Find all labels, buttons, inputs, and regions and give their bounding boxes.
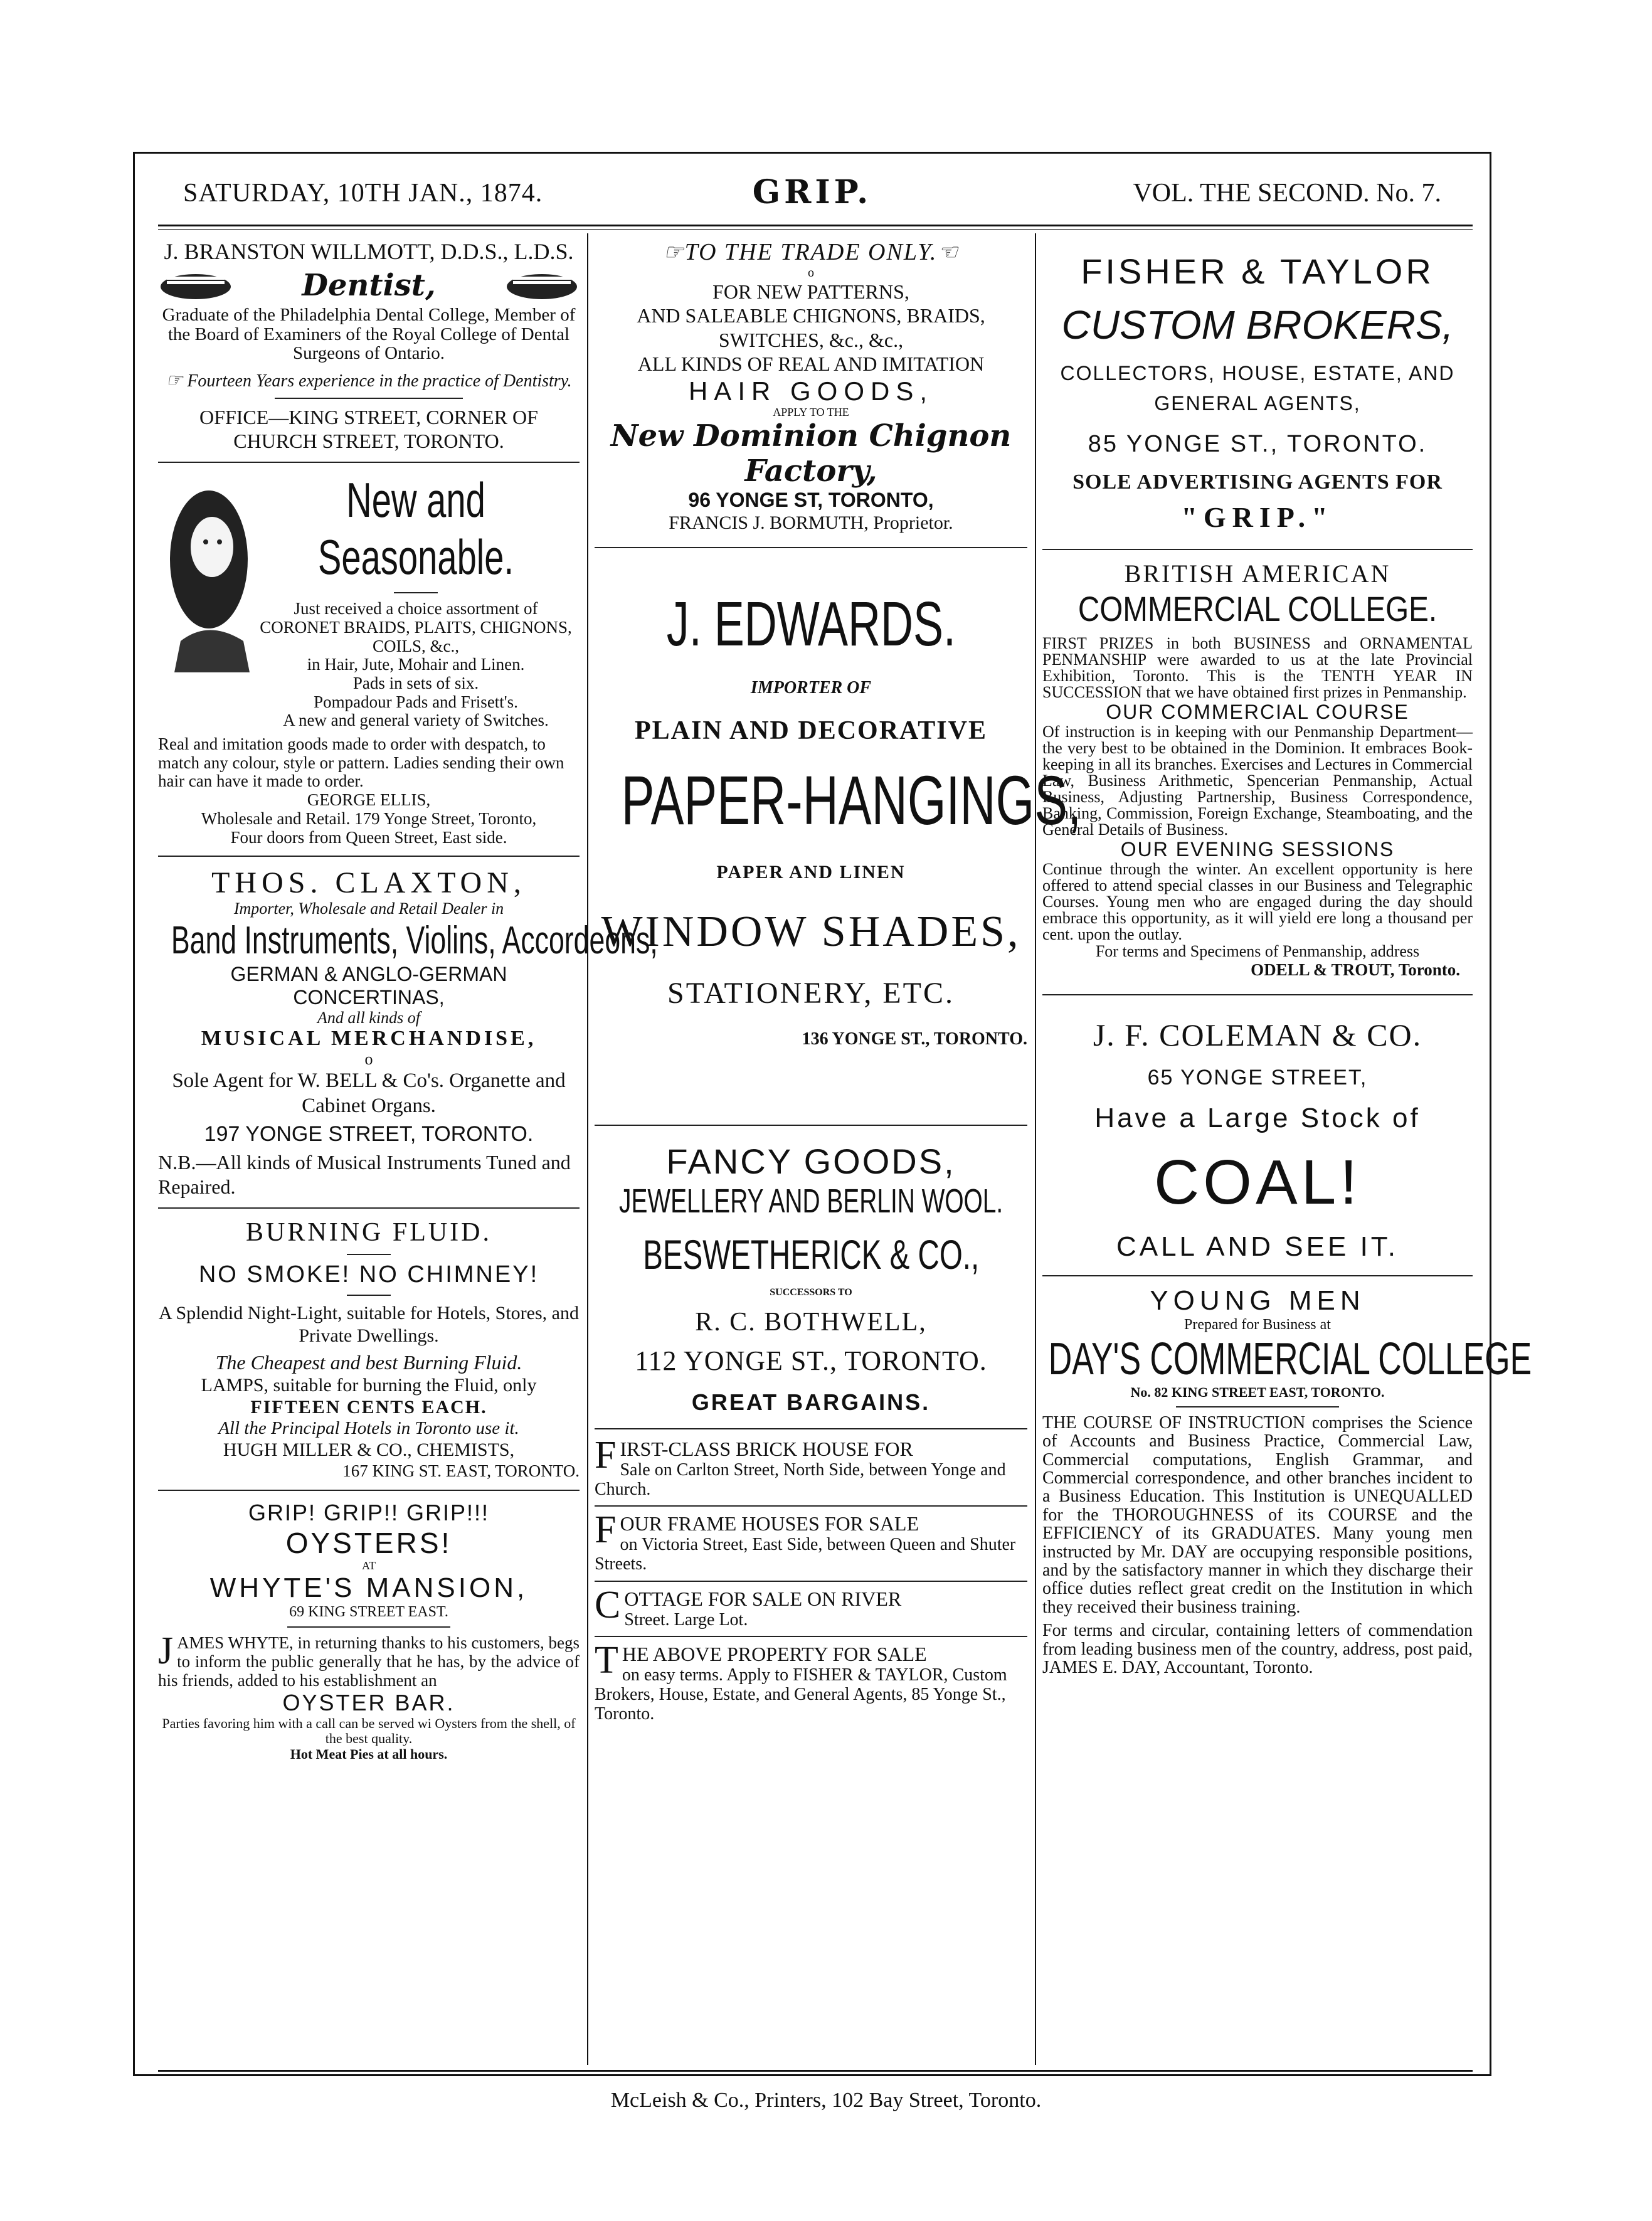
dentist-credentials: Graduate of the Philadelphia Dental College, Member of the Board of Examiners of the Royal College of Dental Surgeons of Ontario. — [162, 305, 576, 364]
ellis-pompadour: Pompadour Pads and Frisett's. — [314, 692, 518, 711]
claxton-address: 197 YONGE STREET, TORONTO. — [204, 1122, 534, 1147]
fluid-title: BURNING FLUID. — [246, 1217, 492, 1247]
fluid-lamps: LAMPS, suitable for burning the Fluid, only — [201, 1374, 537, 1396]
days-address: No. 82 KING STREET EAST, TORONTO. — [1130, 1384, 1385, 1400]
ad-edwards — [595, 557, 1082, 1049]
ad-trade — [595, 238, 1027, 534]
column-right — [1042, 238, 1532, 2060]
oysters-served: Parties favoring him with a call can be served wi Oysters from the shell, of the best quality. — [162, 1715, 576, 1747]
college-evening-heading: OUR EVENING SESSIONS — [1120, 838, 1395, 861]
college-british: BRITISH AMERICAN — [1124, 559, 1391, 588]
ad-fancy-goods — [595, 1135, 1027, 1416]
oysters-grip: GRIP! GRIP!! GRIP!!! — [248, 1499, 490, 1525]
trade-factory: New Dominion Chignon Factory, — [610, 418, 1012, 489]
fluid-chemists: HUGH MILLER & CO., CHEMISTS, — [223, 1439, 515, 1460]
denture-icon — [504, 268, 580, 303]
ad-claxton — [158, 866, 658, 1199]
fisher-grip: "GRIP." — [1181, 501, 1334, 533]
fisher-brokers: CUSTOM BROKERS, — [1061, 302, 1454, 347]
coleman-name: J. F. COLEMAN & CO. — [1093, 1017, 1422, 1053]
trade-patterns: FOR NEW PATTERNS, — [712, 280, 909, 303]
property-listings — [595, 1433, 1027, 1724]
coleman-stock: Have a Large Stock of — [1094, 1103, 1421, 1134]
days-prepared: Prepared for Business at — [1184, 1317, 1331, 1333]
dentist-name: J. BRANSTON WILLMOTT, D.D.S., L.D.S. — [164, 239, 574, 264]
fluid-price: FIFTEEN CENTS EACH. — [250, 1396, 487, 1418]
edwards-paper: PAPER-HANGINGS, — [621, 762, 1082, 840]
dentist-title: Dentist, — [302, 268, 436, 304]
college-terms: For terms and Specimens of Penmanship, address — [1095, 942, 1420, 960]
claxton-role: Importer, Wholesale and Retail Dealer in — [233, 899, 504, 918]
oysters-bar: OYSTER BAR. — [282, 1690, 455, 1716]
oysters-address: 69 KING STREET EAST. — [289, 1603, 448, 1620]
claxton-agent: Sole Agent for W. BELL & Co's. Organette and Cabinet Organs. — [172, 1069, 566, 1117]
claxton-name: THOS. CLAXTON, — [211, 866, 526, 900]
ellis-order-note: Real and imitation goods made to order with despatch, to match any colour, style or pattern. Ladies sending their own hair can have it made to order. — [158, 734, 564, 791]
ellis-materials: in Hair, Jute, Mohair and Linen. — [307, 655, 525, 674]
printer-footer: McLeish & Co., Printers, 102 Bay Street, Toronto. — [610, 2089, 1042, 2112]
fancy-jewellery: JEWELLERY AND BERLIN WOOL. — [619, 1182, 1003, 1221]
claxton-mark: o — [364, 1050, 373, 1069]
trade-apply: APPLY TO THE — [773, 405, 849, 418]
issue-date: SATURDAY, 10TH JAN., 1874. — [183, 179, 543, 208]
edwards-name: J. EDWARDS. — [666, 589, 956, 660]
masthead-title: GRIP. — [752, 173, 872, 211]
edwards-plain: PLAIN AND DECORATIVE — [635, 716, 987, 746]
fancy-predecessor: R. C. BOTHWELL, — [695, 1307, 927, 1337]
ad-coleman — [1042, 1004, 1473, 1263]
claxton-instruments: Band Instruments, Violins, Accordeons, — [171, 918, 658, 962]
oysters-body: AMES WHYTE, in returning thanks to his customers, begs to inform the public generally that he has, by the advice of his friends, added to his establishment an — [158, 1633, 580, 1690]
fisher-name: FISHER & TAYLOR — [1081, 252, 1434, 291]
denture-icon — [158, 268, 233, 303]
property-lot: COTTAGE FOR SALE ON RIVER Street. Large Lot. — [595, 1583, 902, 1630]
claxton-concertinas: GERMAN & ANGLO-GERMAN CONCERTINAS, — [230, 962, 507, 1009]
fancy-title: FANCY GOODS, — [666, 1142, 956, 1182]
days-terms: For terms and circular, containing letters of commendation from leading business men of the country, address, post paid, JAMES E. DAY, Accountant, Toronto. — [1042, 1621, 1473, 1677]
ellis-intro: Just received a choice assortment of — [294, 599, 538, 618]
coleman-call: CALL AND SEE IT. — [1116, 1231, 1399, 1263]
volume-number: VOL. THE SECOND. No. 7. — [1133, 179, 1441, 208]
ad-british-american-college — [1042, 559, 1473, 979]
ellis-address-note: Four doors from Queen Street, East side. — [230, 827, 507, 847]
oysters-at: AT — [362, 1559, 376, 1572]
trade-hair-goods: HAIR GOODS, — [688, 376, 934, 406]
days-course: THE COURSE OF INSTRUCTION comprises the Science of Accounts and Business Practice, Commercial Law, Commercial computations, English Grammar, and Commercial correspondence, and other branches incident to a Business Education. This Institution is UNEQUALLED for the THOROUGHNESS of its COURSE and the EFFICIENCY of its GRADUATES. Many young men instructed by Mr. DAY are occupying responsible positions, and by the satisfactory manner in which they discharge their office duties reflect great credit on the Institution in which they received their business training. — [1042, 1413, 1473, 1617]
property-lot: THE ABOVE PROPERTY FOR SALE on easy terms. Apply to FISHER & TAYLOR, Custom Brokers, House, Estate, and General Agents, 85 Yonge St., Toronto. — [595, 1639, 1007, 1724]
ellis-items: CORONET BRAIDS, PLAITS, CHIGNONS, COILS, &c., — [260, 617, 572, 655]
column-left — [158, 238, 658, 2060]
college-address: ODELL & TROUT, Toronto. — [1251, 960, 1460, 979]
column-divider — [587, 233, 588, 2065]
ad-days-college — [1042, 1285, 1532, 1677]
fluid-hotels: All the Principal Hotels in Toronto use it. — [218, 1418, 519, 1438]
ellis-pads: Pads in sets of six. — [352, 674, 479, 693]
ellis-variety: A new and general variety of Switches. — [283, 711, 549, 730]
fluid-light: A Splendid Night-Light, suitable for Hotels, Stores, and Private Dwellings. — [159, 1302, 579, 1346]
ad-fisher-taylor — [1042, 238, 1473, 534]
edwards-importer: IMPORTER OF — [750, 678, 872, 698]
fancy-successors: SUCCESSORS TO — [770, 1287, 852, 1298]
ad-willmott — [158, 238, 580, 453]
claxton-kinds: And all kinds of — [317, 1008, 420, 1027]
trade-chignons: AND SALEABLE CHIGNONS, BRAIDS, — [637, 304, 985, 327]
ad-oysters — [158, 1500, 580, 1762]
ellis-heading: New and Seasonable. — [317, 472, 514, 585]
fluid-address: 167 KING ST. EAST, TORONTO. — [342, 1461, 580, 1480]
fisher-address: 85 YONGE ST., TORONTO. — [1088, 431, 1427, 457]
masthead-bar — [139, 171, 1485, 221]
pointing-hand-icon: ☜ — [937, 240, 959, 265]
fancy-address: 112 YONGE ST., TORONTO. — [635, 1345, 987, 1376]
edwards-address: 136 YONGE ST., TORONTO. — [802, 1029, 1027, 1049]
property-lot: FIRST-CLASS BRICK HOUSE FOR Sale on Carlton Street, North Side, between Yonge and Church. — [595, 1433, 1006, 1499]
dentist-experience: Fourteen Years experience in the practice of Dentistry. — [187, 371, 572, 391]
trade-kinds: ALL KINDS OF REAL AND IMITATION — [637, 352, 985, 376]
fisher-sole-agents: SOLE ADVERTISING AGENTS FOR — [1072, 470, 1443, 494]
oysters-title: OYSTERS! — [285, 1526, 452, 1559]
fisher-agents: COLLECTORS, HOUSE, ESTATE, AND GENERAL AGENTS, — [1060, 362, 1455, 415]
ad-burning-fluid — [158, 1217, 580, 1481]
footer-rule — [158, 2070, 1473, 2072]
dentist-office: OFFICE—KING STREET, CORNER OF CHURCH STREET, TORONTO. — [199, 405, 538, 452]
coleman-coal: COAL! — [1153, 1147, 1362, 1218]
woman-portrait — [162, 484, 256, 672]
ellis-address: Wholesale and Retail. 179 Yonge Street, Toronto, — [201, 808, 537, 828]
ad-ellis — [158, 472, 580, 847]
edwards-stationery: STATIONERY, ETC. — [667, 977, 955, 1010]
oysters-dropcap: J — [158, 1630, 174, 1673]
pointing-hand-icon: ☞ — [166, 369, 183, 391]
fancy-bargains: GREAT BARGAINS. — [691, 1389, 931, 1415]
oysters-mansion: WHYTE'S MANSION, — [209, 1572, 528, 1603]
college-name: COMMERCIAL COLLEGE. — [1078, 589, 1438, 628]
college-evening: Continue through the winter. An excellent opportunity is here offered to attend special classes in our Business and Telegraphic Courses. Young men who are engaged during the day should embrace this opportunity, as it will yield ere long a thousand per cent. upon the outlay. — [1042, 860, 1473, 943]
college-course-heading: OUR COMMERCIAL COURSE — [1106, 701, 1409, 723]
fluid-smoke: NO SMOKE! NO CHIMNEY! — [198, 1261, 539, 1288]
fancy-firm: BESWETHERICK & CO., — [643, 1231, 979, 1278]
coleman-address: 65 YONGE STREET, — [1147, 1066, 1368, 1090]
header-rule — [158, 225, 1473, 230]
trade-heading: TO THE TRADE ONLY. — [684, 239, 938, 265]
edwards-shades: WINDOW SHADES, — [601, 908, 1021, 957]
days-young-men: YOUNG MEN — [1150, 1285, 1365, 1317]
column-divider — [1035, 233, 1036, 2065]
property-lot: FOUR FRAME HOUSES FOR SALE on Victoria Street, East Side, between Queen and Shuter Streets. — [595, 1508, 1016, 1574]
column-center — [595, 238, 1082, 2060]
claxton-merchandise: MUSICAL MERCHANDISE, — [201, 1027, 537, 1051]
ellis-proprietor: GEORGE ELLIS, — [307, 790, 431, 810]
edwards-linen: PAPER AND LINEN — [716, 862, 906, 883]
fluid-cheapest: The Cheapest and best Burning Fluid. — [215, 1350, 522, 1374]
claxton-nb: N.B.—All kinds of Musical Instruments Tuned and Repaired. — [158, 1151, 571, 1198]
pointing-hand-icon: ☞ — [663, 240, 685, 265]
trade-switches: SWITCHES, &c., &c., — [718, 328, 904, 351]
trade-address: 96 YONGE ST, TORONTO, — [688, 489, 934, 512]
trade-mark: o — [808, 266, 814, 280]
college-course: Of instruction is in keeping with our Penmanship Department—the very best to be obtained in the Dominion. It embraces Book-keeping in all its branches. Exercises and Lectures in Commercial Law, Business Arithmetic, Spencerian Penmanship, Actual Business, Adjusting Partnership, Business Correspondence, Banking, Commission, Foreign Exchange, Steamboating, and the General Details of Business. — [1042, 723, 1473, 839]
days-college-name: DAY'S COMMERCIAL COLLEGE — [1048, 1333, 1532, 1384]
oysters-pies: Hot Meat Pies at all hours. — [290, 1746, 448, 1762]
college-prizes: FIRST PRIZES in both BUSINESS and ORNAMENTAL PENMANSHIP were awarded to us at the late Provincial Exhibition, Toronto. This is the TENTH YEAR IN SUCCESSION that we have obtained first prizes in Penmanship. — [1042, 634, 1473, 701]
trade-proprietor: FRANCIS J. BORMUTH, Proprietor. — [669, 512, 953, 534]
